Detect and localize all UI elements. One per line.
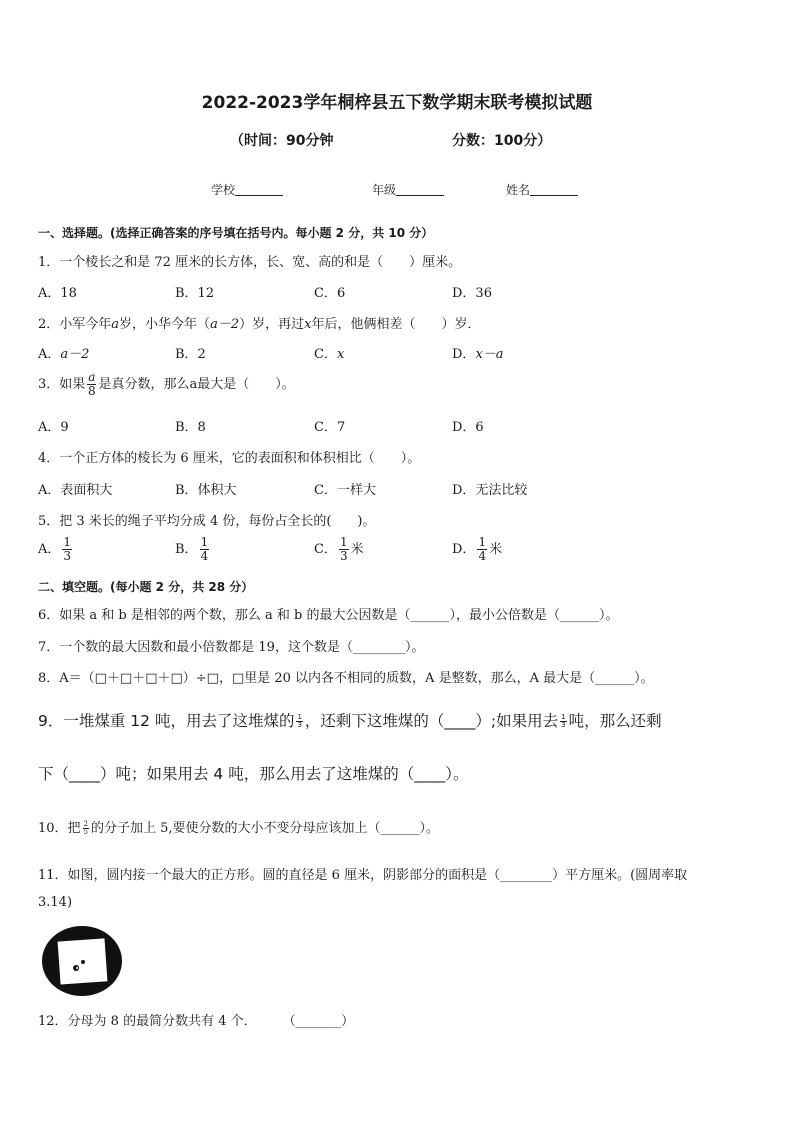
- q9-f1-num: 1: [297, 713, 302, 721]
- q10-part1: 10．把: [38, 821, 81, 836]
- q5-option-b-label: B．: [175, 542, 198, 557]
- q9-part1: 9．一堆煤重 12 吨，用去了这堆煤的: [38, 712, 295, 730]
- grade-field: [372, 181, 444, 198]
- q4-option-d[interactable]: D．无法比较: [452, 483, 528, 498]
- name-label: 姓名: [506, 183, 531, 197]
- question-11-line2: 3.14): [38, 895, 73, 910]
- q10-f-num: 2: [83, 820, 89, 828]
- figure-dot-small: [81, 960, 85, 964]
- q5-option-d-unit: 米: [489, 542, 503, 557]
- q5-option-b-fraction: [200, 536, 210, 563]
- grade-blank[interactable]: [396, 183, 444, 196]
- q5-c-num: 1: [339, 535, 348, 549]
- q4-option-a[interactable]: A．表面积大: [38, 483, 113, 498]
- q2-option-a[interactable]: [38, 343, 89, 362]
- q1-option-d[interactable]: D．36: [452, 286, 492, 301]
- exam-score: 分数：100分）: [452, 133, 552, 149]
- name-blank[interactable]: [530, 183, 578, 196]
- q2-option-d-expr: x－a: [475, 347, 504, 362]
- q2-expr: a－2: [210, 317, 240, 332]
- q2-option-d[interactable]: [452, 343, 504, 362]
- q3-option-d[interactable]: D．6: [452, 420, 484, 435]
- q9-fraction-2: [560, 714, 566, 729]
- question-4: 4．一个正方体的棱长为 6 厘米，它的表面积和体积相比（ ）。: [38, 451, 421, 466]
- school-label: 学校: [211, 183, 236, 197]
- q9-f2-num: 1: [561, 713, 566, 721]
- q10-f-den: 5: [83, 828, 89, 836]
- q5-option-d-fraction: [477, 536, 487, 563]
- q3-option-a[interactable]: A．9: [38, 420, 69, 435]
- q3-frac-den: 8: [88, 384, 96, 398]
- section2-heading: 二、填空题。(每小题 2 分，共 28 分）: [38, 580, 254, 594]
- school-blank[interactable]: [235, 183, 283, 196]
- q4-option-c[interactable]: C．一样大: [314, 483, 376, 498]
- q2-option-c-expr: x: [336, 347, 345, 362]
- q1-option-b[interactable]: B．12: [175, 286, 215, 301]
- question-8: 8．A＝（□＋□＋□＋□）÷□，□里是 20 以内各不相同的质数，A 是整数，那么，A 最大是（______）。: [38, 671, 654, 686]
- q5-option-c[interactable]: [314, 536, 364, 563]
- q1-option-c[interactable]: C．6: [314, 286, 346, 301]
- question-9-line1: [38, 709, 662, 731]
- q2-part3: ）岁，再过: [239, 317, 305, 332]
- q5-d-den: 4: [478, 549, 487, 563]
- exam-time: （时间：90分钟: [230, 133, 334, 149]
- q9-fraction-1: [296, 714, 302, 729]
- q5-a-num: 1: [63, 535, 72, 549]
- q2-option-a-expr: a－2: [60, 347, 90, 362]
- question-12: 12．分母为 8 的最简分数共有 4 个． （_______）: [38, 1014, 355, 1029]
- q2-option-c[interactable]: [314, 343, 344, 362]
- figure-dot-highlight: [76, 967, 78, 969]
- q2-option-b[interactable]: B．2: [175, 347, 206, 362]
- q4-option-b[interactable]: B．体积大: [175, 483, 237, 498]
- q10-part2: 的分子加上 5,要使分数的大小不变分母应该加上（______）。: [91, 821, 440, 836]
- q5-c-den: 3: [339, 549, 348, 563]
- q2-part1: 2．小军今年: [38, 317, 112, 332]
- question-5: 5．把 3 米长的绳子平均分成 4 份，每份占全长的( )。: [38, 514, 376, 529]
- q2-part2: 岁，小华今年（: [119, 317, 211, 332]
- q5-a-den: 3: [63, 549, 72, 563]
- name-field: [506, 181, 578, 198]
- q10-fraction: [83, 821, 89, 836]
- q5-b-den: 4: [200, 549, 209, 563]
- q5-option-d-label: D．: [452, 542, 476, 557]
- q2-option-d-label: D．: [452, 347, 476, 362]
- q3-option-b[interactable]: B．8: [175, 420, 206, 435]
- q9-part3: 吨，那么还剩: [568, 712, 662, 730]
- q3-frac-num: a: [88, 370, 96, 384]
- q5-option-d[interactable]: [452, 536, 502, 563]
- q3-part2: 是真分数，那么a最大是（ ）。: [98, 377, 295, 392]
- q5-d-num: 1: [478, 535, 487, 549]
- q3-part1: 3．如果: [38, 377, 86, 392]
- q2-var-a: a: [111, 317, 120, 332]
- q5-option-c-label: C．: [314, 542, 337, 557]
- section1-heading: 一、选择题。(选择正确答案的序号填在括号内。每小题 2 分，共 10 分）: [38, 226, 434, 240]
- q5-option-a[interactable]: [38, 536, 74, 563]
- q9-f1-den: 3: [297, 721, 302, 729]
- q9-part2: ，还剩下这堆煤的（____）;如果用去: [304, 712, 559, 730]
- q2-option-c-label: C．: [314, 347, 337, 362]
- q5-option-b[interactable]: [175, 536, 211, 563]
- q2-part4: 年后，他俩相差（ ）岁．: [311, 317, 481, 332]
- q3-fraction: [87, 371, 96, 398]
- q5-option-a-label: A．: [38, 542, 61, 557]
- question-6: 6．如果 a 和 b 是相邻的两个数，那么 a 和 b 的最大公因数是（______），最小公倍数是（______）。: [38, 608, 619, 623]
- q5-b-num: 1: [200, 535, 209, 549]
- q2-option-a-label: A．: [38, 347, 61, 362]
- q3-option-c[interactable]: C．7: [314, 420, 346, 435]
- question-11-line1: 11．如图，圆内接一个最大的正方形。圆的直径是 6 厘米，阴影部分的面积是（________）平方厘米。(圆周率取: [38, 868, 688, 883]
- question-10: [38, 817, 439, 836]
- exam-title: 2022-2023学年桐梓县五下数学期末联考模拟试题: [201, 93, 593, 113]
- school-field: [211, 181, 283, 198]
- question-3: [38, 371, 295, 398]
- question-9-line2: 下（____）吨；如果用去 4 吨，那么用去了这堆煤的（____）。: [38, 765, 469, 783]
- question-1: 1．一个棱长之和是 72 厘米的长方体，长、宽、高的和是（ ）厘米。: [38, 255, 462, 270]
- q1-option-a[interactable]: A．18: [38, 286, 77, 301]
- q5-option-c-unit: 米: [350, 542, 364, 557]
- grade-label: 年级: [372, 183, 397, 197]
- q5-option-c-fraction: [339, 536, 349, 563]
- q9-f2-den: 3: [561, 721, 566, 729]
- q2-var-x: x: [304, 317, 312, 332]
- question-2: [38, 313, 480, 332]
- circle-square-figure: [40, 923, 124, 999]
- q5-option-a-fraction: [62, 536, 72, 563]
- question-7: 7．一个数的最大因数和最小倍数都是 19，这个数是（________）。: [38, 640, 425, 655]
